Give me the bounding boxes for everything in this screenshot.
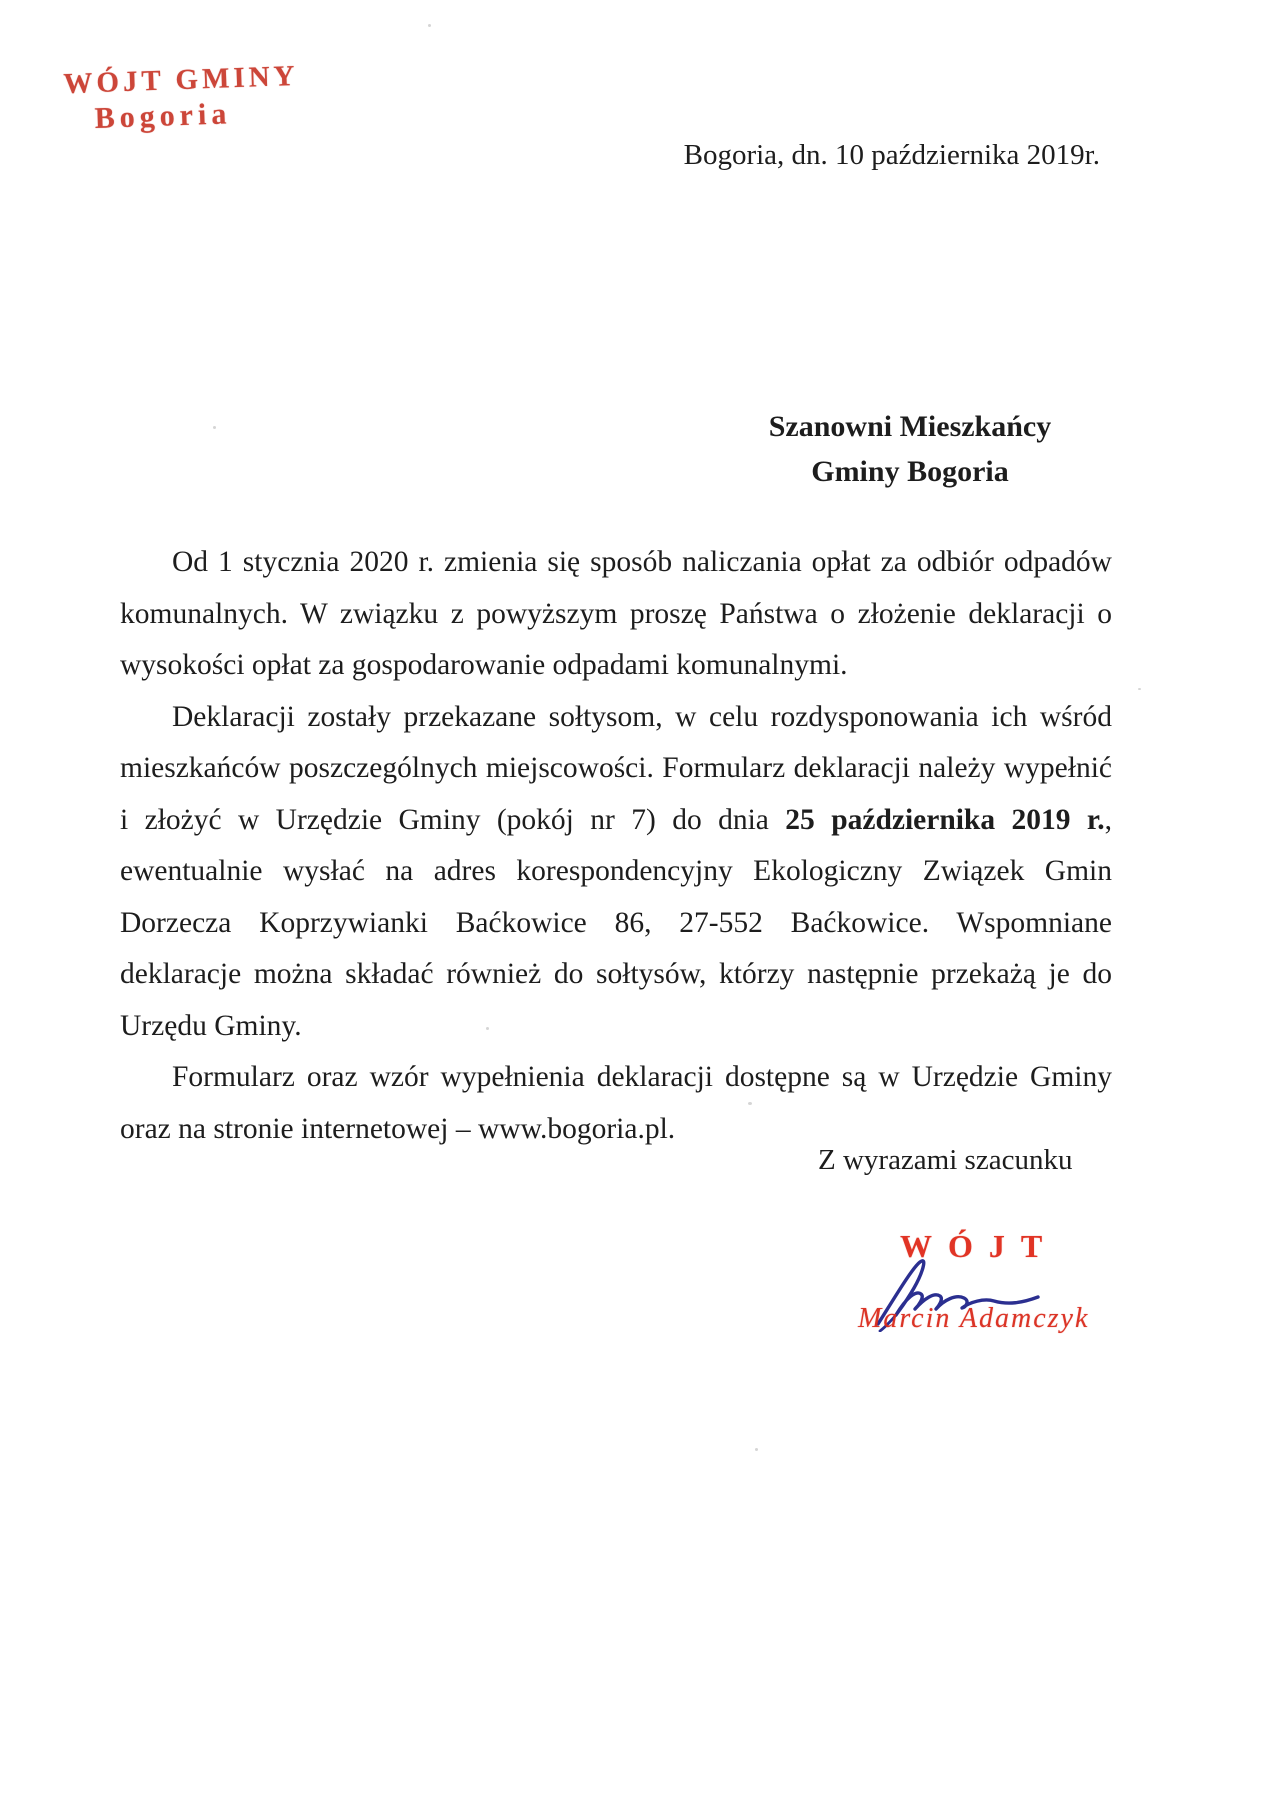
signature-name-stamp: Marcin Adamczyk bbox=[858, 1303, 1090, 1334]
scan-speck bbox=[1138, 688, 1141, 690]
recipient-block bbox=[700, 404, 1120, 494]
sender-stamp-line2: Bogoria bbox=[94, 97, 232, 136]
recipient-line1: Szanowni Mieszkańcy bbox=[768, 410, 1052, 443]
signature-title-stamp: WÓJT bbox=[900, 1228, 1059, 1264]
paragraph-2-before: Deklaracji zostały przekazane sołtysom, w celu rozdysponowania ich wśród mieszkańców poszczególnych miejscowości. Formularz deklaracji należy wypełnić i złożyć w Urzędzie Gminy (pokój nr 7) do dnia bbox=[120, 700, 1112, 836]
paragraph-2-deadline: 25 października 2019 r. bbox=[785, 803, 1105, 836]
scan-speck bbox=[748, 1102, 752, 1105]
sender-stamp-line1: WÓJT GMINY bbox=[62, 59, 300, 101]
paragraph-1: Od 1 stycznia 2020 r. zmienia się sposób naliczania opłat za odbiór odpadów komunalnych. W związku z powyższym proszę Państwa o złożenie deklaracji o wysokości opłat za gospodarowanie odpadami komunalnymi. bbox=[120, 546, 1112, 681]
sender-stamp bbox=[63, 60, 300, 137]
scan-speck bbox=[486, 1027, 489, 1030]
paragraph-2-after: , ewentualnie wysłać na adres korespondencyjny Ekologiczny Związek Gmin Dorzecza Koprzywianki Baćkowice 86, 27-552 Baćkowice. Wspomniane deklaracje można składać również do sołtysów, którzy następnie przekażą je do Urzędu Gminy. bbox=[120, 803, 1113, 1042]
dateline: Bogoria, dn. 10 października 2019r. bbox=[683, 139, 1100, 171]
recipient-line2: Gminy Bogoria bbox=[811, 455, 1009, 488]
paragraph-2 bbox=[120, 692, 1112, 1053]
closing-phrase: Z wyrazami szacunku bbox=[818, 1144, 1073, 1176]
scan-speck bbox=[428, 24, 431, 27]
scan-speck bbox=[755, 1448, 758, 1451]
letter-body bbox=[120, 537, 1112, 1155]
scan-speck bbox=[213, 426, 216, 429]
paragraph-3: Formularz oraz wzór wypełnienia deklaracji dostępne są w Urzędzie Gminy oraz na stronie internetowej – www.bogoria.pl. bbox=[120, 1061, 1112, 1145]
